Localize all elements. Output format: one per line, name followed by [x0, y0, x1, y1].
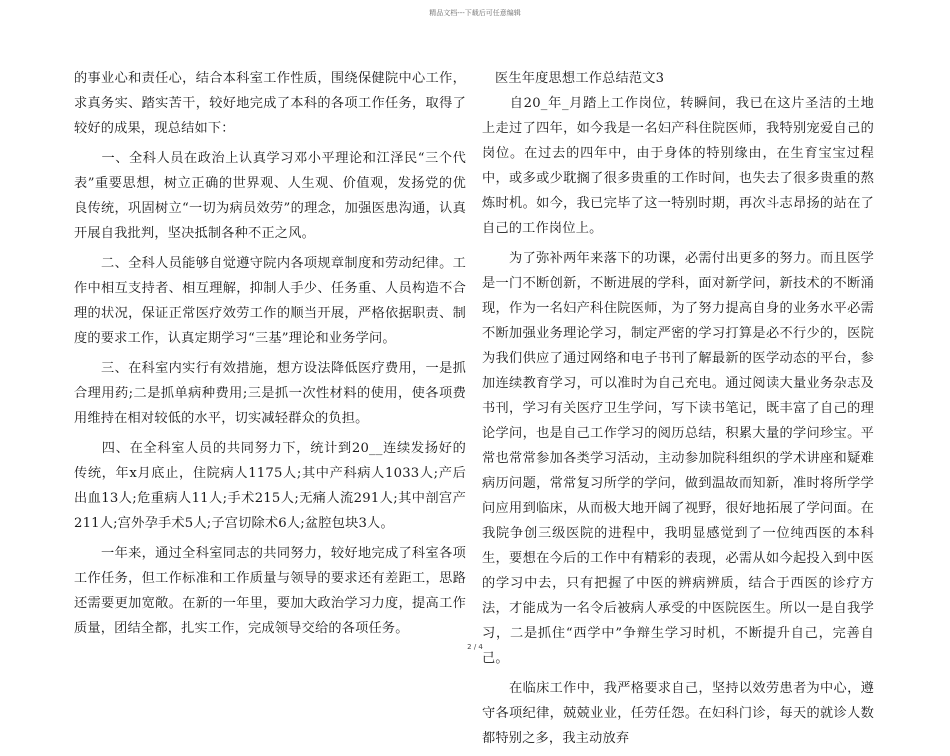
paragraph: 在临床工作中，我严格要求自己，坚持以效劳患者为中心，遵守各项纪律，兢兢业业，任劳任怨。在妇科门诊，每天的就诊人数都特别之多，我主动放弃	[482, 681, 874, 746]
section-title: 医生年度思想工作总结范文3	[495, 71, 665, 86]
page-number: 2 / 4	[467, 643, 483, 651]
paragraph: 一、全科人员在政治上认真学习邓小平理论和江泽民“三个代表”重要思想，树立正确的世界观、人生观、价值观，发扬党的优良传统，巩固树立“一切为病员效劳”的理念，加强医患沟通，认真开展自我批判，坚决抵制各种不正之风。	[74, 151, 466, 241]
right-column	[482, 66, 874, 756]
paragraph: 三、在科室内实行有效措施，想方设法降低医疗费用，一是抓合理用药;二是抓单病种费用;三是抓一次性材料的使用，使各项费用维持在相对较低的水平，切实减轻群众的负担。	[74, 361, 466, 426]
page-header: 精品文档---下载后可任意编辑	[429, 9, 521, 17]
paragraph: 四、在全科室人员的共同努力下，统计到20__连续发扬好的传统，年x月底止，住院病人1175人;其中产科病人1033人;产后出血13人;危重病人11人;手术215人;无痛人流291人;其中剖宫产211人;宫外孕手术5人;子宫切除术6人;盆腔包块3人。	[74, 441, 466, 531]
paragraph: 为了弥补两年来落下的功课，必需付出更多的努力。而且医学是一门不断创新，不断进展的学科，面对新学问，新技术的不断涌现，作为一名妇产科住院医师，为了努力提高自身的业务水平必需不断加强业务理论学习，制定严密的学习打算是必不行少的，医院为我们供应了通过网络和电子书刊了解最新的医学动态的平台，参加连续教育学习，可以准时为自己充电。通过阅读大量业务杂志及书刊，学习有关医疗卫生学问，写下读书笔记，既丰富了自己的理论学问，也是自己工作学习的阅历总结，积累大量的学问珍宝。平常也常常参加各类学习活动，主动参加院科组织的学术讲座和疑难病历问题，常常复习所学的学问，做到温故而知新，准时将所学学问应用到临床，从而极大地开阔了视野，很好地拓展了学问面。在我院争创三级医院的进程中，我明显感觉到了一位纯西医的本科生，要想在今后的工作中有精彩的表现，必需从如今起投入到中医的学习中去，只有把握了中医的辨病辨质，结合于西医的诊疗方法，才能成为一名令后被病人承受的中医院医生。所以一是自我学习，二是抓住“西学中”争辩生学习时机，不断提升自己，完善自己。	[482, 251, 874, 666]
paragraph: 一年来，通过全科室同志的共同努力，较好地完成了科室各项工作任务，但工作标准和工作质量与领导的要求还有差距工，思路还需要更加宽敞。在新的一年里，要加大政治学习力度，提高工作质量，团结全都，扎实工作，完成领导交给的各项任务。	[74, 546, 466, 636]
paragraph: 二、全科人员能够自觉遵守院内各项规章制度和劳动纪律。工作中相互支持者、相互理解，抑制人手少、任务重、人员构造不合理的状况，保证正常医疗效劳工作的顺当开展，严格依据职责、制度的要求工作，认真定期学习“三基”理论和业务学问。	[74, 256, 466, 346]
left-column	[74, 66, 466, 646]
paragraph: 自20_年_月踏上工作岗位，转瞬间，我已在这片圣洁的土地上走过了四年，如今我是一名妇产科住院医师，我特别宠爱自己的岗位。在过去的四年中，由于身体的特别缘由，在生育宝宝过程中，或多或少耽搁了很多贵重的工作时间，也失去了很多贵重的熬炼时机。如今，我已完毕了这一特别时期，再次斗志昂扬的站在了自己的工作岗位上。	[482, 96, 874, 236]
paragraph: 的事业心和责任心，结合本科室工作性质，围绕保健院中心工作，求真务实、踏实苦干，较好地完成了本科的各项工作任务，取得了较好的成果，现总结如下：	[74, 71, 466, 136]
